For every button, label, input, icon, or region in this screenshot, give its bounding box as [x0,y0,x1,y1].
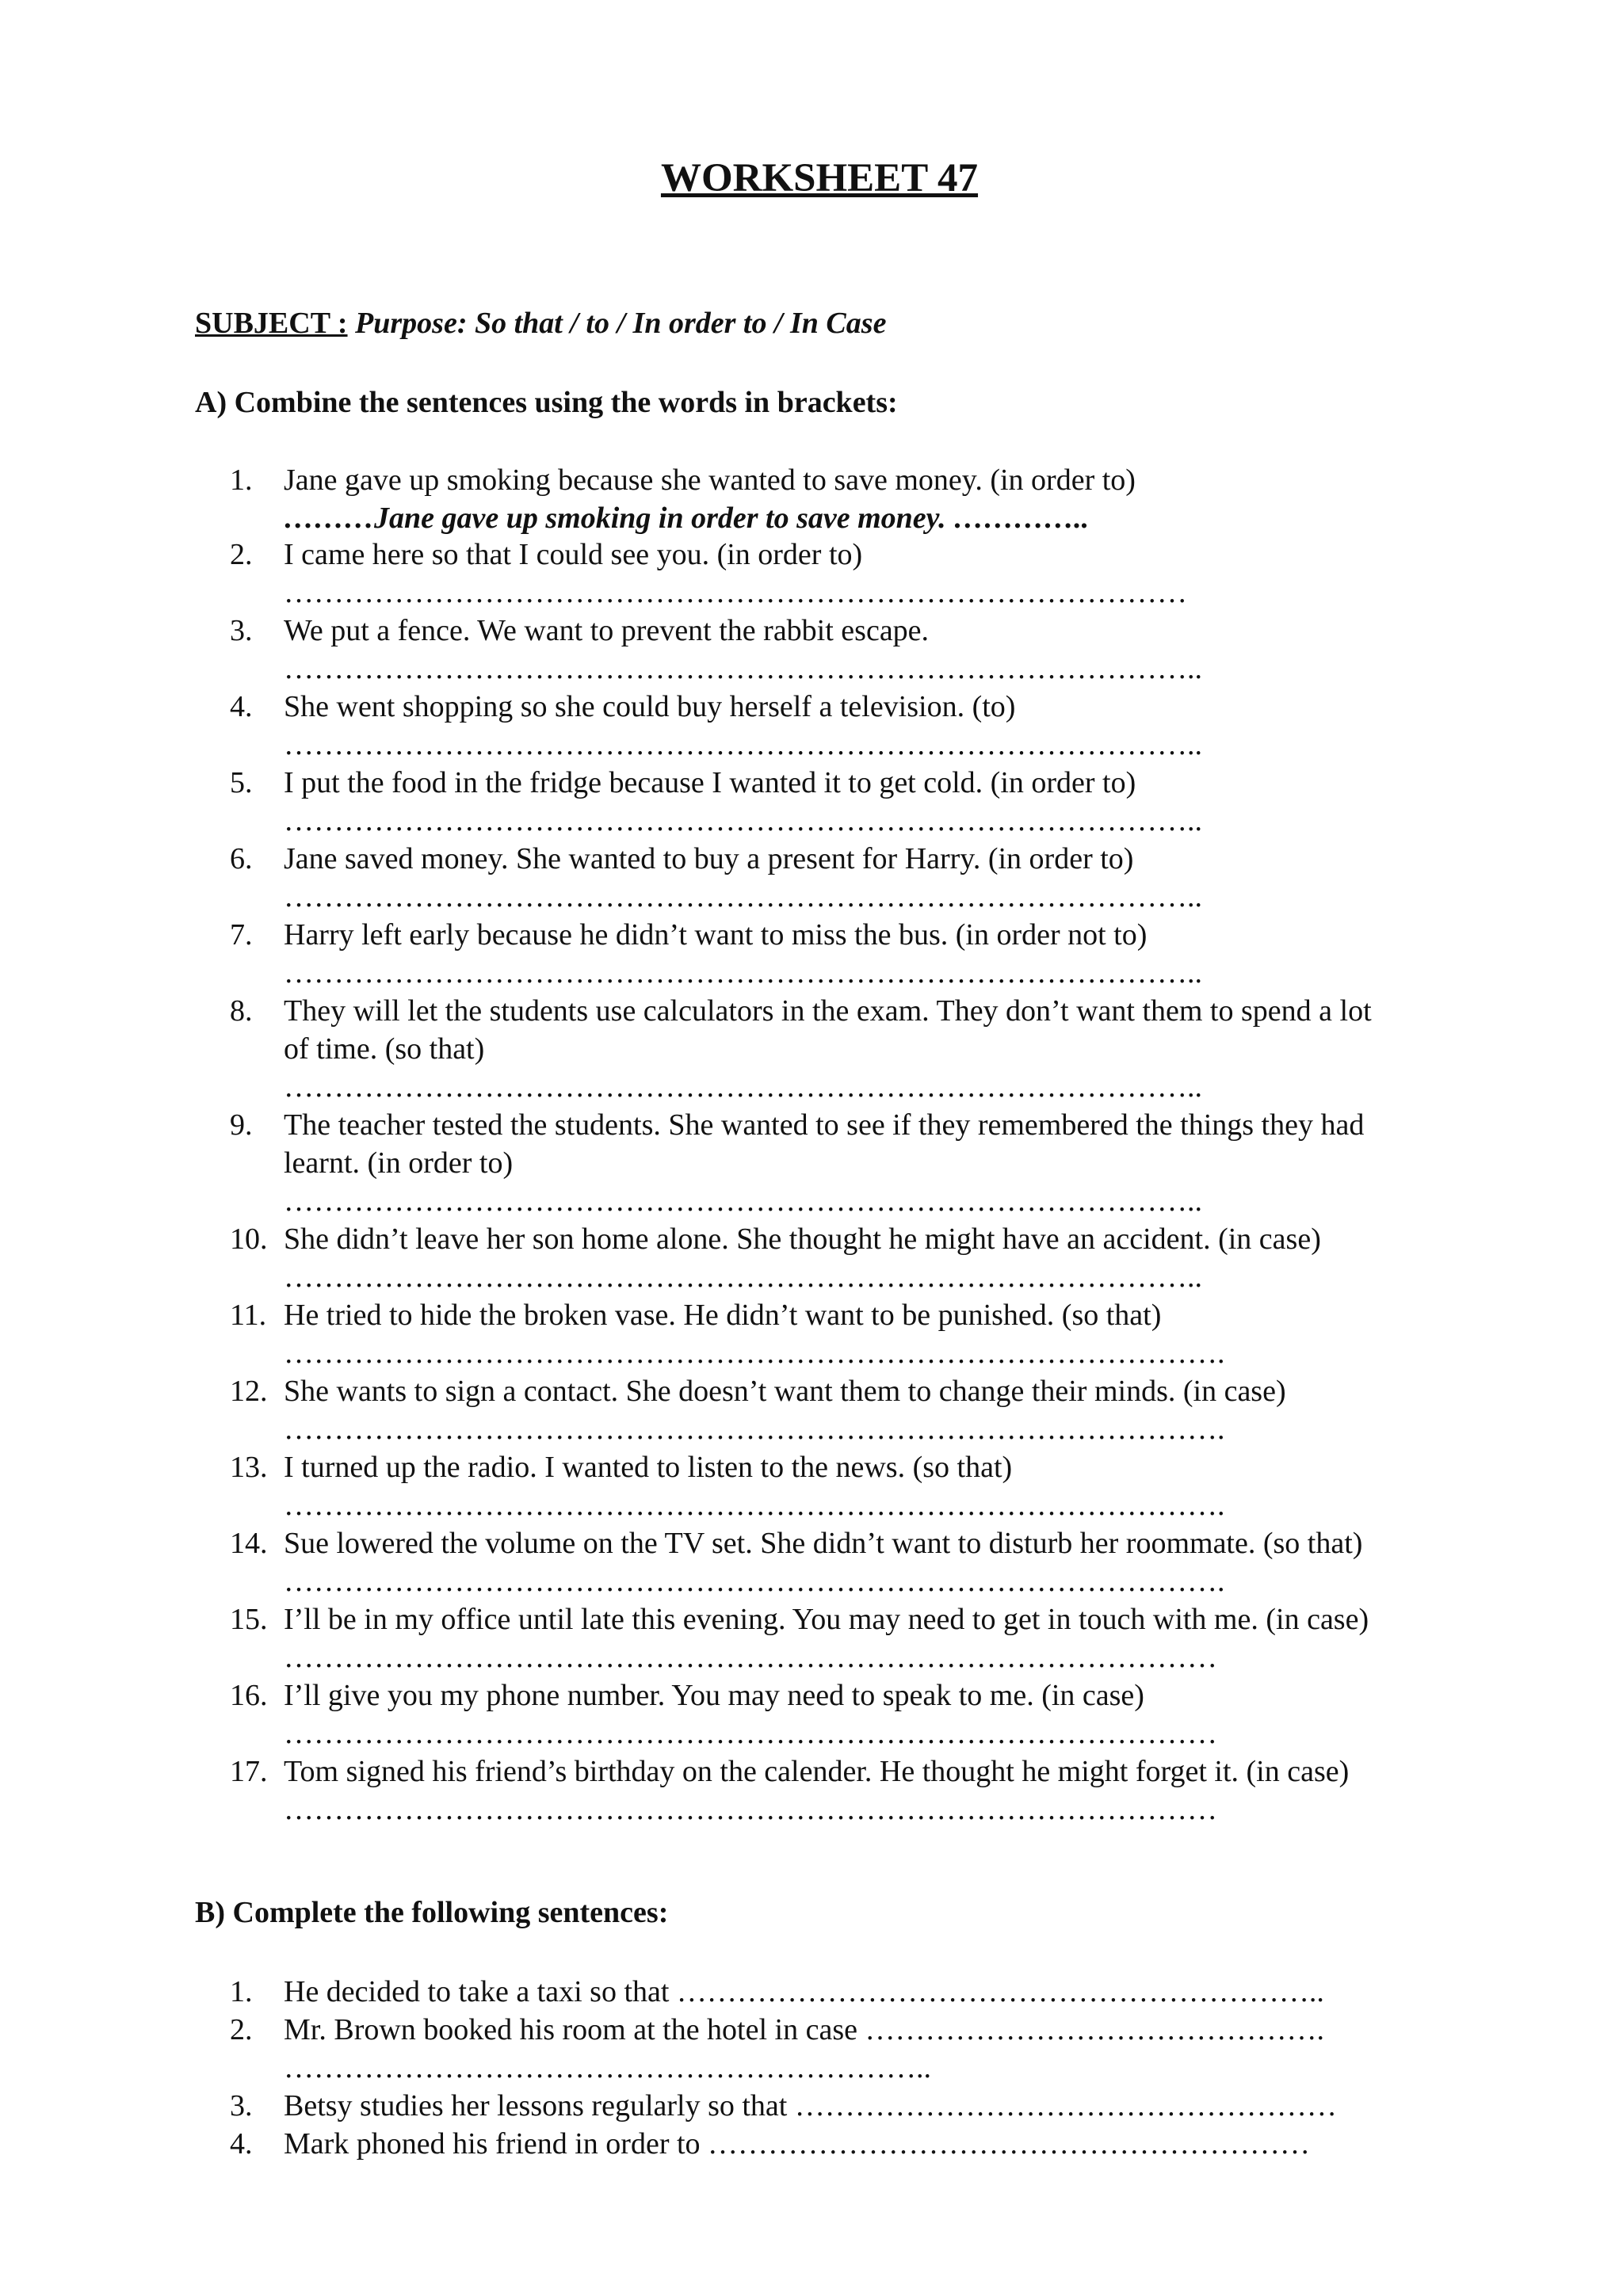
answer-blank: ………………………………………………………………………………… [284,1793,1217,1826]
item-number: 10. [230,1222,268,1256]
answer-blank: …………………………………………………………………………………. [284,1337,1225,1370]
question-text: Sue lowered the volume on the TV set. She didn’t want to disturb her roommate. (so that) [284,1527,1363,1560]
question-text: learnt. (in order to) [284,1146,514,1180]
question-text: She went shopping so she could buy herself a television. (to) [284,690,1016,723]
question-text: Harry left early because he didn’t want to miss the bus. (in order not to) [284,918,1148,952]
answer-blank: ……………………………………………………………………………….. [284,804,1202,837]
answer-blank: ……………………………………………………………………………… [284,576,1187,609]
page-title: WORKSHEET 47 [660,156,979,200]
question-text: She didn’t leave her son home alone. She thought he might have an accident. (in case) [284,1222,1321,1256]
answer-blank: …………………………………………………………………………………. [284,1565,1225,1598]
answer-blank: …………………………………………………………………………………. [284,1489,1225,1522]
item-number: 16. [230,1679,268,1712]
subject-label: SUBJECT : [195,307,348,340]
item-number: 13. [230,1451,268,1484]
item-number: 7. [230,918,253,952]
item-number: 6. [230,842,253,875]
item-number: 3. [230,2089,253,2122]
item-number: 12. [230,1375,268,1408]
question-text: She wants to sign a contact. She doesn’t want them to change their minds. (in case) [284,1375,1286,1408]
item-number: 17. [230,1755,268,1788]
sentence-with-blank: Betsy studies her lessons regularly so that ……………………………………………… [284,2089,1337,2122]
answer-blank: ……………………………………………………………………………….. [284,728,1202,761]
answer-blank: ……………………………………………………………………………….. [284,956,1202,990]
example-answer: ………Jane gave up smoking in order to save money. ………….. [284,502,1090,535]
item-number: 3. [230,614,253,647]
answer-blank: ……………………………………………………………………………….. [284,652,1202,685]
item-number: 2. [230,2013,253,2046]
question-text: I turned up the radio. I wanted to listen to the news. (so that) [284,1451,1013,1484]
question-text: The teacher tested the students. She wanted to see if they remembered the things they had [284,1108,1365,1142]
item-number: 2. [230,538,253,571]
question-text: I’ll be in my office until late this evening. You may need to get in touch with me. (in case) [284,1603,1369,1636]
question-text: I’ll give you my phone number. You may need to speak to me. (in case) [284,1679,1144,1712]
question-text: I came here so that I could see you. (in order to) [284,538,863,571]
subject-value: Purpose: So that / to / In order to / In Case [355,307,887,340]
answer-blank-continued: ……………………………………………………….. [284,2051,931,2084]
section-b-heading: B) Complete the following sentences: [195,1896,669,1929]
item-number: 5. [230,766,253,799]
question-text: Jane gave up smoking because she wanted to save money. (in order to) [284,463,1136,497]
item-number: 15. [230,1603,268,1636]
question-text: of time. (so that) [284,1032,485,1066]
answer-blank: ……………………………………………………………………………….. [284,1261,1202,1294]
item-number: 8. [230,994,253,1028]
sentence-with-blank: Mr. Brown booked his room at the hotel in case ………………………………………. [284,2013,1324,2046]
sentence-with-blank: Mark phoned his friend in order to …………………………………………………… [284,2127,1311,2161]
item-number: 4. [230,690,253,723]
question-text: They will let the students use calculators in the exam. They don’t want them to spend a lot [284,994,1372,1028]
answer-blank: ……………………………………………………………………………….. [284,1070,1202,1104]
item-number: 1. [230,463,253,497]
question-text: We put a fence. We want to prevent the rabbit escape. [284,614,930,647]
answer-blank: ……………………………………………………………………………….. [284,1184,1202,1218]
question-text: He tried to hide the broken vase. He didn’t want to be punished. (so that) [284,1299,1162,1332]
answer-blank: …………………………………………………………………………………. [284,1413,1225,1446]
item-number: 1. [230,1975,253,2008]
question-text: I put the food in the fridge because I wanted it to get cold. (in order to) [284,766,1136,799]
sentence-with-blank: He decided to take a taxi so that ……………………………………………………….. [284,1975,1324,2008]
question-text: Tom signed his friend’s birthday on the calender. He thought he might forget it. (in case) [284,1755,1350,1788]
item-number: 4. [230,2127,253,2161]
question-text: Jane saved money. She wanted to buy a present for Harry. (in order to) [284,842,1134,875]
item-number: 14. [230,1527,268,1560]
section-a-heading: A) Combine the sentences using the words in brackets: [195,386,898,419]
answer-blank: ………………………………………………………………………………… [284,1717,1217,1750]
answer-blank: ………………………………………………………………………………… [284,1641,1217,1674]
subject-line [195,306,886,341]
item-number: 9. [230,1108,253,1142]
answer-blank: ……………………………………………………………………………….. [284,880,1202,913]
item-number: 11. [230,1299,267,1332]
